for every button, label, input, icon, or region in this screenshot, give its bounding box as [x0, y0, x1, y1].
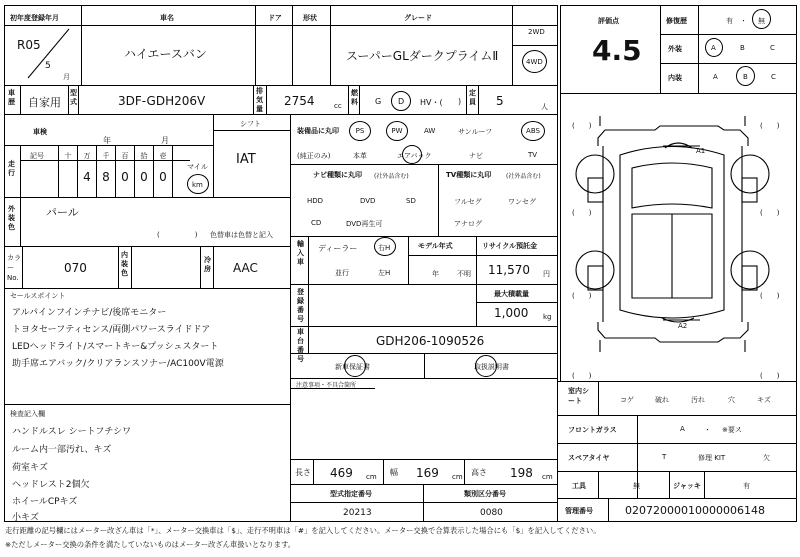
use-value: 自家用: [28, 96, 61, 109]
type-no-label: 型式指定番号: [330, 490, 372, 498]
selling-point-line: LEDヘッドライト/スマートキー&プッシュスタート: [12, 342, 219, 352]
model-label: 型式: [70, 89, 77, 106]
mileage-digit: 4: [83, 170, 91, 184]
unit-hyaku: 百: [121, 152, 129, 160]
inspection-month: 月: [161, 136, 169, 145]
navi-label: ナビ種類に丸印: [313, 171, 362, 179]
repair-label: 修復歴: [666, 17, 687, 25]
int-a: A: [713, 73, 718, 81]
color-paren: ( ): [157, 231, 198, 239]
unit-man: 万: [83, 152, 91, 160]
spare-label: スペアタイヤ: [568, 454, 610, 462]
svg-text:( ): ( ): [572, 209, 592, 217]
navi-sub: (社外品含む): [374, 173, 409, 180]
height-label: 高さ: [471, 468, 487, 477]
inspector-note-line: 小キズ: [12, 513, 39, 523]
room-yabure: 破れ: [655, 396, 669, 404]
color-no-value: 070: [64, 261, 87, 275]
diagram-a2: A2: [678, 322, 688, 330]
room-kizu: キズ: [757, 396, 771, 404]
glass-need: ※要ス: [722, 426, 742, 434]
reg-date-label: 初年度登録年月: [10, 14, 59, 22]
chassis-value: GDH206-1090526: [376, 334, 485, 348]
int-b-circle: [736, 66, 755, 86]
selling-point-line: アルパインフインチナビ/後席モニター: [12, 308, 167, 318]
car-diagram: [576, 116, 769, 352]
capacity-value: 5: [496, 94, 504, 108]
width-label: 幅: [390, 468, 398, 477]
model-year-unknown: 不明: [457, 270, 471, 278]
equip-tv: TV: [528, 151, 538, 159]
color-note: 色替車は色替と記入: [210, 231, 273, 239]
grade: スーパーGLダークプライムⅡ: [346, 49, 499, 63]
drive-2wd: 2WD: [528, 28, 545, 36]
equip-ps: PS: [355, 127, 365, 135]
room-label: 室内シート: [568, 387, 589, 405]
int-c: C: [771, 73, 776, 81]
unit-shu: 拾: [140, 152, 148, 160]
class-no-value: 0080: [480, 508, 503, 518]
tv-label: TV種類に丸印: [446, 171, 492, 179]
mileage-digit: 0: [140, 170, 148, 184]
inspector-note-line: ルーム内一部汚れ、キズ: [12, 445, 112, 455]
capacity-unit: 人: [541, 103, 548, 111]
svg-text:( ): ( ): [572, 122, 592, 130]
footer-note-2: ※ただしメーター交換の条件を満たしていないものはメーター改ざん車扱いとなります。: [5, 540, 296, 549]
inspector-note-line: ヘッドレスト2個欠: [12, 480, 90, 490]
model-value: 3DF-GDH206V: [118, 94, 206, 108]
new-car-warranty: 新車保証書: [335, 363, 370, 371]
unit-ichi: 壱: [159, 152, 167, 160]
ext-b: B: [740, 44, 745, 52]
length-value: 469: [330, 466, 353, 480]
equip-airbag-circle: [402, 145, 422, 164]
ext-a-circle: [705, 38, 723, 57]
height-unit: cm: [542, 473, 553, 481]
shape-label: 形状: [303, 14, 317, 22]
tv-analog: アナログ: [454, 220, 482, 228]
load-unit: kg: [543, 313, 552, 321]
selling-point-line: 助手席エアバック/クリアランスソナー/AC100V電源: [12, 359, 224, 369]
inspector-note-line: 荷室キズ: [12, 463, 48, 473]
new-car-warranty-circle: [344, 355, 366, 377]
repair-no-circle: [752, 9, 771, 29]
int-b: B: [743, 73, 748, 81]
load-value: 1,000: [494, 306, 529, 320]
import-dealer: ディーラー: [318, 244, 358, 253]
use-label: 車歴: [8, 89, 15, 106]
cc-value: 2754: [284, 94, 315, 108]
room-yogore: 汚れ: [691, 396, 705, 404]
spare-kit: 修理 KIT: [698, 454, 726, 462]
shift-label: シフト: [240, 120, 261, 128]
width-unit: cm: [452, 473, 463, 481]
km-circle: [187, 174, 209, 194]
inspector-note-line: ホイールCPキズ: [12, 497, 78, 507]
repair-no: 無: [758, 17, 765, 25]
manual: 取扱説明書: [474, 363, 509, 371]
import-label: 輸入車: [297, 240, 304, 266]
grade-label: グレード: [404, 14, 432, 22]
tools-value: 無: [633, 482, 640, 490]
recycle-unit: 円: [543, 270, 550, 278]
navi-cd: CD: [311, 219, 322, 227]
equip-pw: PW: [391, 127, 403, 135]
length-unit: cm: [366, 473, 377, 481]
chassis-label: 車台番号: [297, 328, 304, 363]
inspector-note-line: ハンドルスレ シートフチシワ: [12, 427, 132, 437]
equip-abs-circle: [521, 121, 545, 141]
color-value: パール: [46, 206, 79, 219]
car-name: ハイエースバン: [124, 47, 207, 61]
navi-dvd-play: DVD再生可: [346, 220, 383, 228]
unit-mile: マイル: [187, 163, 208, 171]
score-label: 評価点: [598, 17, 619, 25]
month-unit: 月: [63, 73, 70, 81]
equip-leather: 本革: [353, 152, 367, 160]
spare-missing: 欠: [763, 454, 770, 462]
equipment-sub: (純正のみ): [297, 152, 331, 160]
svg-text:( ): ( ): [760, 292, 780, 300]
jack-label: ジャッキ: [673, 482, 701, 490]
navi-sd: SD: [406, 197, 416, 205]
drive-4wd-circle: [522, 50, 547, 73]
selling-points-label: セールスポイント: [10, 292, 66, 300]
load-label: 最大積載量: [494, 290, 529, 298]
fuel-d: D: [398, 97, 405, 106]
length-label: 長さ: [295, 468, 311, 477]
exterior-label: 外装: [668, 45, 682, 53]
tv-sub: (社外品含む): [506, 173, 541, 180]
unit-ju: 十: [64, 152, 72, 160]
glass-a: A: [680, 425, 685, 433]
repair-yes: 有: [726, 17, 733, 25]
equip-navi: ナビ: [469, 152, 483, 160]
svg-text:( ): ( ): [760, 209, 780, 217]
jack-value: 有: [743, 482, 750, 490]
diagram-a1: A1: [696, 147, 706, 155]
selling-point-line: トヨタセーフティセンス/両側パワースライドドア: [12, 325, 211, 335]
ext-c: C: [770, 44, 775, 52]
color-no-label: カラーNo.: [7, 254, 21, 282]
room-ana: 穴: [728, 396, 735, 404]
spare-t: T: [662, 453, 667, 461]
footer-note-1: 走行距離の記号欄にはメーター改ざん車は「*」、メーター交換車は「$」、走行不明車は「#」を記入してください。メーター交換で合算表示した場合にも「$」を記入してください。: [5, 526, 601, 535]
manage-label: 管理番号: [565, 507, 593, 515]
reg-month: 5: [45, 61, 51, 71]
cc-label: 排気量: [256, 87, 263, 113]
width-value: 169: [416, 466, 439, 480]
svg-text:( ): ( ): [760, 372, 780, 380]
equip-ps-circle: [349, 121, 371, 141]
class-no-label: 類別区分番号: [464, 490, 506, 498]
svg-text:( ): ( ): [760, 122, 780, 130]
car-name-label: 車名: [160, 14, 174, 22]
room-koge: コゲ: [620, 396, 634, 404]
model-year-year: 年: [432, 270, 439, 278]
mileage-digit: 0: [159, 170, 167, 184]
manage-value: 02072000010000006148: [625, 504, 765, 517]
equip-sunroof: サンルーフ: [458, 128, 493, 136]
inspection-year: 年: [103, 136, 111, 145]
tv-oneseg: ワンセグ: [508, 198, 536, 206]
mileage-digit: 0: [121, 170, 129, 184]
tv-fullseg: フルセグ: [454, 198, 482, 206]
caution-label: 注意事項・不具合箇所: [296, 382, 357, 389]
recycle-value: 11,570: [488, 263, 530, 277]
equip-airbag: エアバック: [397, 152, 432, 160]
glass-label: フロントガラス: [568, 426, 617, 434]
import-rh: 右H: [378, 244, 391, 252]
score-value: 4.5: [592, 34, 642, 67]
mileage-label: 走行: [8, 160, 15, 177]
shift-value: IAT: [236, 152, 256, 167]
navi-dvd: DVD: [360, 197, 376, 205]
equip-abs: ABS: [526, 127, 540, 135]
model-year-label: モデル年式: [418, 242, 453, 250]
reg-no-label: 登録番号: [297, 288, 304, 323]
import-parallel: 並行: [335, 269, 349, 277]
fuel-label: 燃料: [351, 89, 358, 106]
import-rh-circle: [374, 237, 396, 256]
ac-value: AAC: [233, 261, 258, 275]
navi-hdd: HDD: [307, 197, 324, 205]
interior-color-label: 内装色: [121, 251, 128, 277]
inspector-notes-label: 検査記入欄: [10, 410, 45, 418]
interior-label: 内装: [668, 74, 682, 82]
door-label: ドア: [268, 14, 282, 22]
color-label: 外装色: [8, 205, 15, 231]
equip-pw-circle: [386, 121, 408, 141]
manual-circle: [475, 355, 497, 377]
import-lh: 左H: [378, 269, 391, 277]
mileage-symbol-label: 記号: [30, 152, 44, 160]
fuel-g: G: [375, 97, 382, 106]
equip-aw: AW: [424, 127, 436, 135]
svg-text:( ): ( ): [572, 372, 592, 380]
unit-sen: 千: [102, 152, 110, 160]
unit-km: km: [192, 181, 203, 189]
recycle-label: リサイクル預託金: [482, 242, 538, 250]
fuel-d-circle: [391, 91, 411, 111]
svg-text:( ): ( ): [572, 292, 592, 300]
inspection-label: 車検: [33, 128, 47, 136]
mileage-digit: 8: [102, 170, 110, 184]
drive-4wd: 4WD: [526, 58, 543, 66]
tools-label: 工具: [572, 482, 586, 490]
ac-label: 冷房: [204, 256, 211, 273]
equipment-label: 装備品に丸印: [297, 127, 339, 135]
ext-a: A: [711, 44, 716, 52]
type-no-value: 20213: [343, 508, 372, 518]
capacity-label: 定員: [469, 89, 476, 106]
cc-unit: cc: [334, 102, 342, 110]
fuel-hv: HV・(: [420, 98, 443, 107]
reg-year: R05: [17, 38, 41, 52]
height-value: 198: [510, 466, 533, 480]
fuel-close: ): [458, 97, 462, 106]
